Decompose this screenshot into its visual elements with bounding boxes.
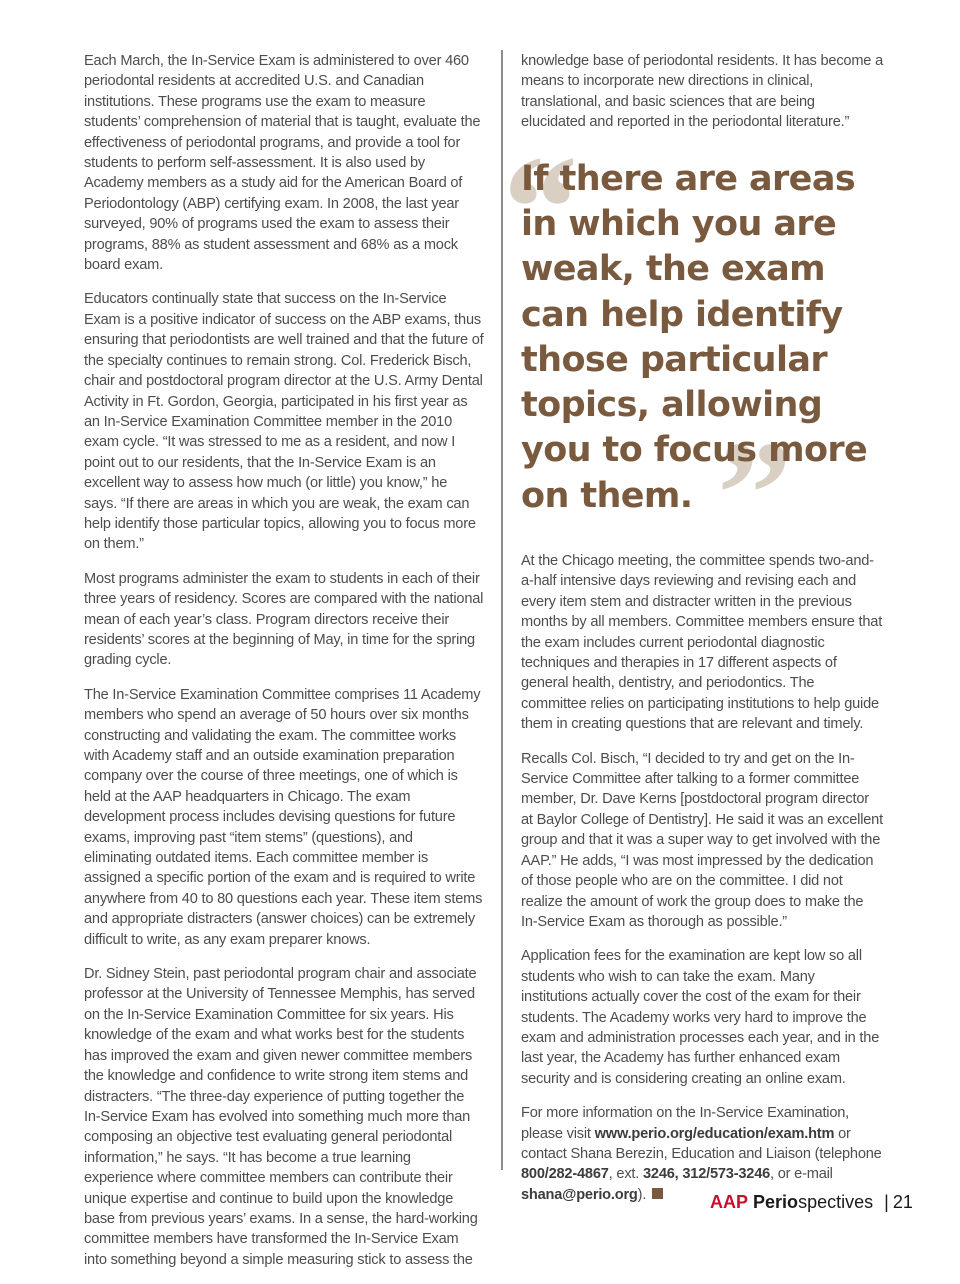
footer-separator: | xyxy=(884,1192,889,1212)
pull-quote-text: If there are areas in which you are weak, the exam can help identify those particular topics, allowing you to focus more on them. xyxy=(521,158,868,516)
contact-text: or contact Shana Berezin, Education and Liaison (telephone xyxy=(521,1125,882,1162)
contact-text: , or e-mail xyxy=(770,1166,833,1183)
contact-text: , ext. xyxy=(608,1166,643,1183)
close-quote-mark: ” xyxy=(717,410,792,577)
email-link[interactable]: shana@perio.org xyxy=(521,1186,638,1203)
footer-brand: AAP xyxy=(710,1192,749,1212)
body-paragraph: Dr. Sidney Stein, past periodontal program chair and associate professor at the University of Tennessee Memphis, has served on the In-Service Examination Committee for six years. His knowledge of the exam and what works best for the students has improved the exam and given newer committee members the knowledge and confidence to write strong item stems and distracters. “The three-day experience of putting together the In-Service Exam has evolved into something much more than composing an objective test evaluating general periodontal information,” he says. “It has become a true learning experience where committee members can contribute their unique expertise and continue to build upon the knowledge base from previous years’ exams. In a sense, the hard-working committee members have transformed the In-Service Exam into something beyond a simple measuring stick to assess the xyxy=(84,966,478,1268)
body-paragraph: Educators continually state that success on the In-Service Exam is a positive indicator of success on the ABP exams, thus ensuring that periodontists are well trained and that the future of the specialty continues to remain strong. Col. Frederick Bisch, chair and postdoctoral program director at the U.S. Army Dental Activity in Ft. Gordon, Georgia, participated in his first year as an In-Service Examination Committee member in the 2010 exam cycle. “It was stressed to me as a resident, and now I point out to our residents, that the In-Service Exam is an excellent way to assess how much (or little) you know,” he says. “If there are areas in which you are weak, the exam can help identify those particular topics, allowing you to focus more on them.” xyxy=(84,291,484,553)
phone-number: 800/282-4867 xyxy=(521,1166,609,1183)
footer-perio: Perio xyxy=(753,1192,799,1212)
end-mark-icon xyxy=(652,1188,663,1199)
right-column xyxy=(503,51,883,1219)
exam-url-link[interactable]: www.perio.org/education/exam.htm xyxy=(594,1125,835,1142)
page-footer xyxy=(710,1190,913,1214)
body-paragraph: Most programs administer the exam to students in each of their three years of residency. Scores are compared with the national mean of each year’s class. Program directors receive their residents’ scores at the beginning of May, in time for the spring grading cycle. xyxy=(84,570,484,669)
phone-extension: 3246, 312/573-3246 xyxy=(642,1166,771,1183)
pull-quote-block xyxy=(503,124,883,577)
open-quote-mark: “ xyxy=(503,124,578,291)
body-paragraph: Recalls Col. Bisch, “I decided to try and get on the In-Service Committee after talking to a former committee member, Dr. Dave Kerns [postdoctoral program director at Baylor College of Dentistry]. He said it was an excellent group and that it was a super way to get involved with the AAP.” He adds, “I was most impressed by the dedication of those people who are on the committee. I did not realize the amount of work the group does to make the In-Service Exam as thorough as possible.” xyxy=(521,750,883,930)
contact-text: For more information on the In-Service Examination, please visit xyxy=(521,1105,850,1142)
body-paragraph: Application fees for the examination are kept low so all students who wish to can take the exam. Many institutions actually cover the cost of the exam for their students. The Academy works very hard to improve the exam and administration processes each year, and in the last year, the Academy has further enhanced exam security and is considering creating an online exam. xyxy=(521,948,880,1087)
body-paragraph: knowledge base of periodontal residents. It has become a means to incorporate new directions in clinical, translational, and basic sciences that are being elucidated and reported in the periodontal literature.” xyxy=(521,53,883,131)
page-number: 21 xyxy=(892,1192,913,1212)
body-paragraph: At the Chicago meeting, the committee spends two-and-a-half intensive days reviewing and revising each and every item stem and distracter written in the previous months by all members. Committee members ensure that the exam includes current periodontal diagnostic techniques and therapies in 17 different aspects of general health, dentistry, and periodontics. The committee relies on participating institutions to help guide them in creating questions that are relevant and timely. xyxy=(521,553,883,733)
body-paragraph: Each March, the In-Service Exam is administered to over 460 periodontal residents at accredited U.S. and Canadian institutions. These programs use the exam to measure students’ comprehension of material that is taught, evaluate the effectiveness of periodontal programs, and provide a tool for students to perform self-assessment. It is also used by Academy members as a study aid for the American Board of Periodontology (ABP) certifying exam. In 2008, the last year surveyed, 90% of programs used the exam to assess their programs, 88% as student assessment and 68% as a mock board exam. xyxy=(84,53,481,274)
footer-spectives: spectives xyxy=(798,1192,874,1212)
body-paragraph: The In-Service Examination Committee comprises 11 Academy members who spend an average of 50 hours over six months constructing and validating the exam. The committee works with Academy staff and an outside examination preparation company over the course of three meetings, one of which is held at the AAP headquarters in Chicago. The exam development process includes devising questions for future exams, improving past “item stems” (questions), and eliminating outdated items. Each committee member is assigned a specific portion of the exam and is required to write anywhere from 40 to 80 questions each year. These item stems and appropriate distracters (answer choices) can be extremely difficult to write, as any exam preparer knows. xyxy=(84,686,483,948)
contact-text: ). xyxy=(637,1186,647,1203)
left-column xyxy=(84,51,484,1284)
